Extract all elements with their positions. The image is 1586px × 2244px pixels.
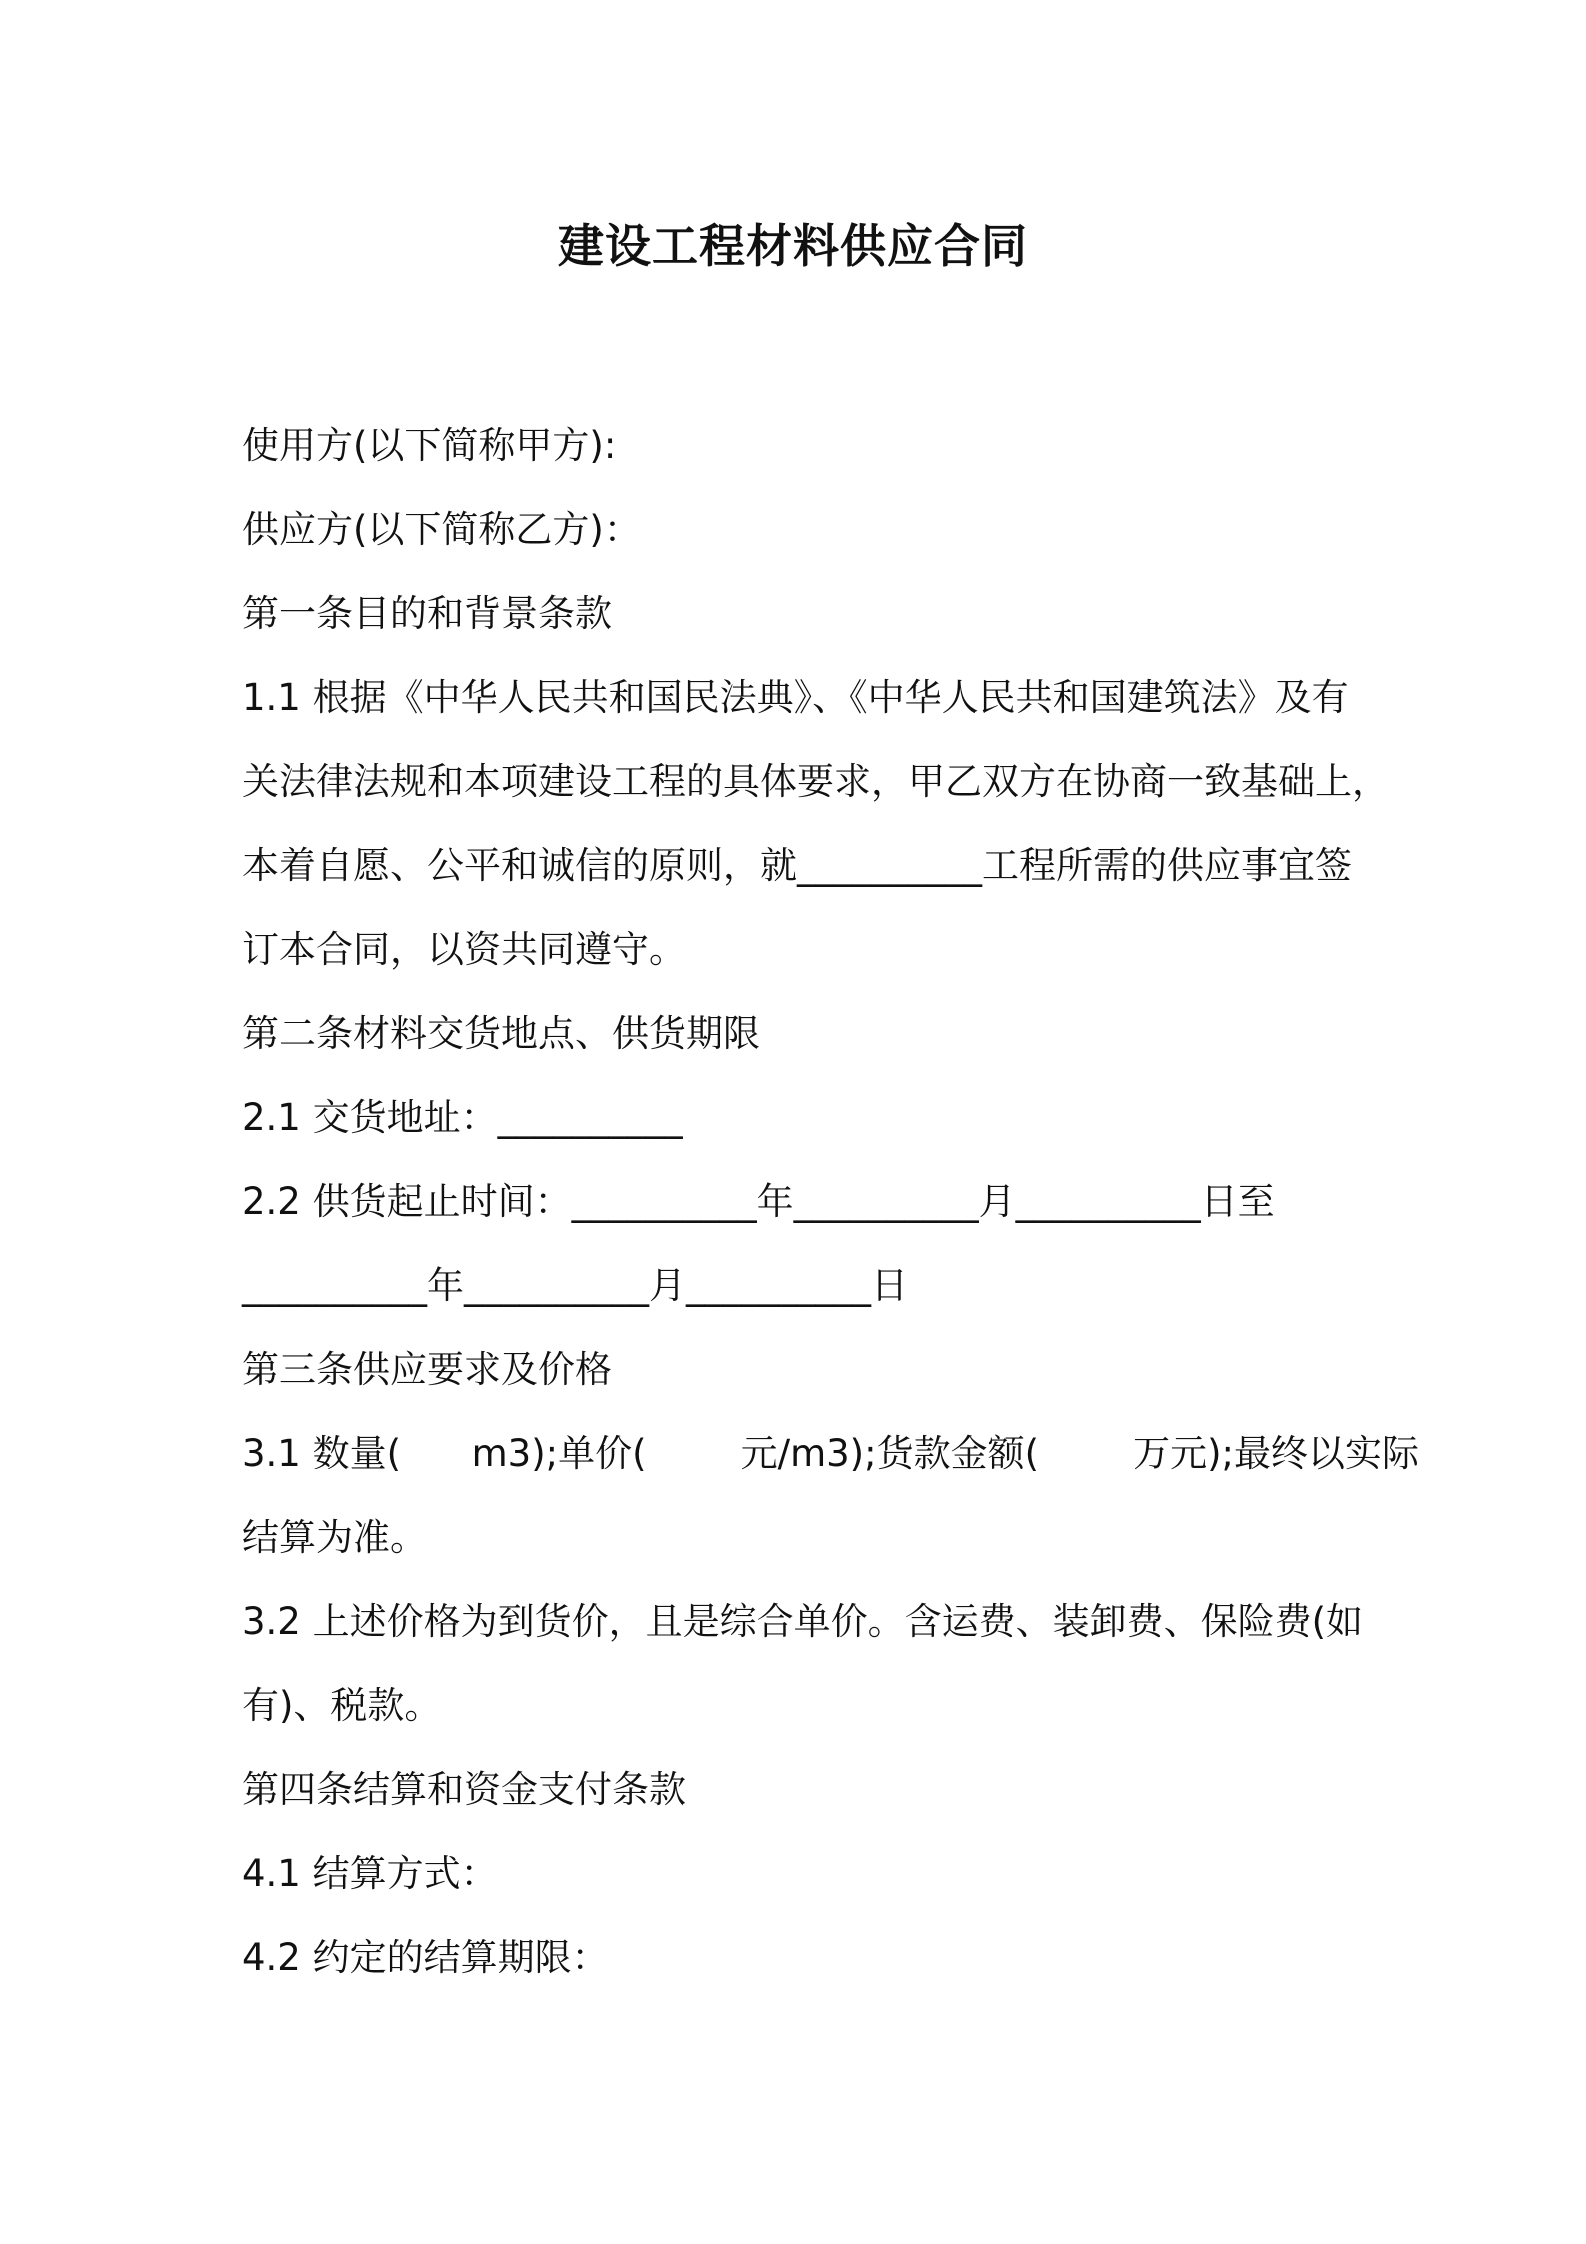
clause-1-1-line-4: 订本合同，以资共同遵守。 [242,928,686,971]
article-3-heading: 第三条供应要求及价格 [242,1348,612,1391]
clause-3-2-line-1: 3.2 上述价格为到货价，且是综合单价。含运费、装卸费、保险费(如 [242,1600,1364,1643]
article-4-heading: 第四条结算和资金支付条款 [242,1768,686,1811]
clause-2-2-line-2: __________年__________月__________日 [242,1264,908,1307]
clause-2-2-line-1: 2.2 供货起止时间：__________年__________月__________日至 [242,1180,1275,1223]
clause-4-2: 4.2 约定的结算期限： [242,1936,609,1979]
article-2-heading: 第二条材料交货地点、供货期限 [242,1012,760,1055]
clause-1-1-line-3: 本着自愿、公平和诚信的原则，就__________工程所需的供应事宜签 [242,844,1352,887]
clause-3-2-line-2: 有)、税款。 [242,1684,442,1727]
document-body [242,404,1419,2000]
clause-2-1: 2.1 交货地址：__________ [242,1096,683,1139]
party-a-line: 使用方(以下简称甲方): [242,424,617,467]
party-b-line: 供应方(以下简称乙方)： [242,508,641,551]
clause-1-1-line-2: 关法律法规和本项建设工程的具体要求，甲乙双方在协商一致基础上， [242,760,1389,803]
clause-3-1-line-2: 结算为准。 [242,1516,427,1559]
document-title: 建设工程材料供应合同 [558,219,1028,273]
article-1-heading: 第一条目的和背景条款 [242,592,612,635]
clause-4-1: 4.1 结算方式： [242,1852,498,1895]
clause-1-1-line-1: 1.1 根据《中华人民共和国民法典》、《中华人民共和国建筑法》及有 [242,676,1349,719]
clause-3-1-line-1: 3.1 数量( m3);单价( 元/m3);货款金额( 万元);最终以实际 [242,1432,1419,1475]
